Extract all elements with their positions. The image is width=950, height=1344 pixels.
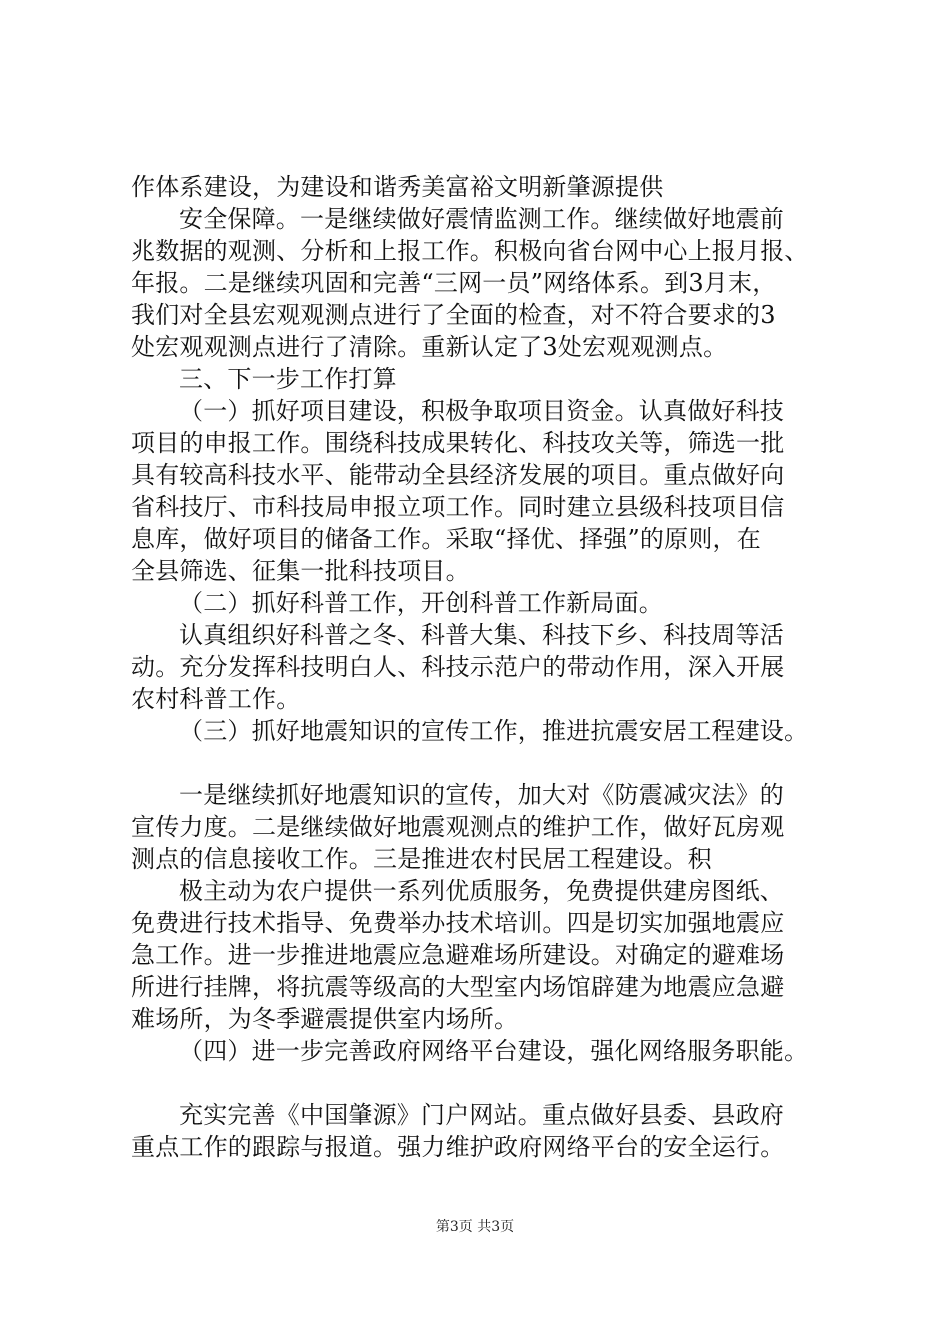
- subsection-heading: （一）抓好项目建设，积极争取项目资金。认真做好科技: [179, 397, 784, 425]
- text-line: 我们对全县宏观观测点进行了全面的检查，对不符合要求的3: [131, 301, 776, 329]
- text-line: 认真组织好科普之冬、科普大集、科技下乡、科技周等活: [179, 621, 784, 649]
- text-line: 处宏观观测点进行了清除。重新认定了3处宏观观测点。: [131, 333, 728, 361]
- text-line: 息库，做好项目的储备工作。采取“择优、择强”的原则，在: [131, 525, 761, 553]
- text-line: 作体系建设，为建设和谐秀美富裕文明新肇源提供: [131, 173, 664, 201]
- text-line: 农村科普工作。: [131, 685, 301, 713]
- text-line: 急工作。进一步推进地震应急避难场所建设。对确定的避难场: [131, 941, 785, 969]
- text-line: 极主动为农户提供一系列优质服务，免费提供建房图纸、: [179, 877, 784, 905]
- text-line: 全县筛选、征集一批科技项目。: [131, 557, 470, 585]
- subsection-heading: （三）抓好地震知识的宣传工作，推进抗震安居工程建设。: [179, 717, 809, 745]
- text-line: 项目的申报工作。围绕科技成果转化、科技攻关等，筛选一批: [131, 429, 785, 457]
- text-line: 难场所，为冬季避震提供室内场所。: [131, 1005, 519, 1033]
- text-line: 所进行挂牌，将抗震等级高的大型室内场馆辟建为地震应急避: [131, 973, 785, 1001]
- text-line: 一是继续抓好地震知识的宣传，加大对《防震减灾法》的: [179, 781, 784, 809]
- text-line: 省科技厅、市科技局申报立项工作。同时建立县级科技项目信: [131, 493, 785, 521]
- text-line: 兆数据的观测、分析和上报工作。积极向省台网中心上报月报、: [131, 237, 809, 265]
- text-line: 充实完善《中国肇源》门户网站。重点做好县委、县政府: [179, 1101, 784, 1129]
- text-line: 测点的信息接收工作。三是推进农村民居工程建设。积: [131, 845, 712, 873]
- text-line: 安全保障。一是继续做好震情监测工作。继续做好地震前: [179, 205, 784, 233]
- text-line: 重点工作的跟踪与报道。强力维护政府网络平台的安全运行。: [131, 1133, 785, 1161]
- text-line: 具有较高科技水平、能带动全县经济发展的项目。重点做好向: [131, 461, 785, 489]
- text-line: 年报。二是继续巩固和完善“三网一员”网络体系。到3月末，: [131, 269, 777, 297]
- subsection-heading: （二）抓好科普工作，开创科普工作新局面。: [179, 589, 663, 617]
- section-heading: 三、下一步工作打算: [179, 365, 397, 393]
- subsection-heading: （四）进一步完善政府网络平台建设，强化网络服务职能。: [179, 1037, 809, 1065]
- page-number-footer: 第3页 共3页: [435, 1219, 515, 1235]
- text-line: 宣传力度。二是继续做好地震观测点的维护工作，做好瓦房观: [131, 813, 785, 841]
- text-line: 免费进行技术指导、免费举办技术培训。四是切实加强地震应: [131, 909, 785, 937]
- text-line: 动。充分发挥科技明白人、科技示范户的带动作用，深入开展: [131, 653, 785, 681]
